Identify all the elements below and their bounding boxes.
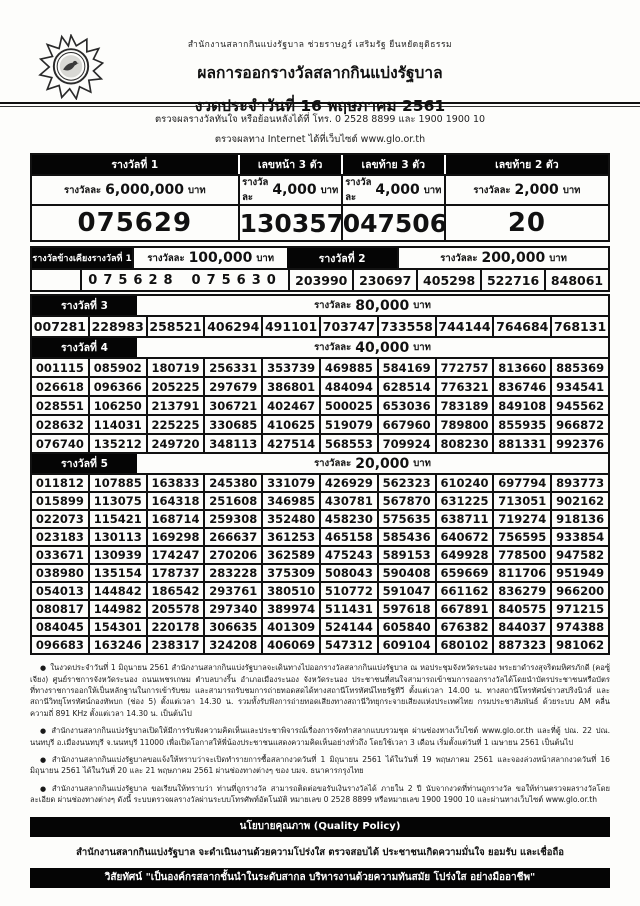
prize-number: 638711 bbox=[435, 511, 493, 527]
note-public-hearing: ● สำนักงานสลากกินแบ่งรัฐบาลเปิดให้มีการรับฟังความคิดเห็นและประชาพิจารณ์เรื่องการจัดทำสลากแบบรวมชุด ผ่านช่องทางเว็บไซต์ www.glo.or.th และที่ตู้ ปณ. 22 ปณ. นนทบุรี อ.เมืองนนทบุรี จ.นนทบุรี 11000 เพื่อเปิดโอกาสให้พี่น้องประชาชนแสดงความคิดเห็นอย่างทั่วถึง โดยใช้เวลา 3 เดือน เริ่มตั้งแต่วันที่ 1 เมษายน 2561 เป็นต้นไป bbox=[30, 725, 610, 748]
prize-number: 849108 bbox=[492, 397, 550, 414]
prize-number: 096683 bbox=[35, 638, 84, 652]
second-prize-amount: รางวัลละ 200,000 บาท bbox=[397, 248, 608, 268]
prize-number: 881331 bbox=[492, 435, 550, 452]
main-prize-number-row bbox=[32, 204, 608, 240]
prize-number: 080817 bbox=[35, 602, 84, 616]
prize-number: 023183 bbox=[35, 530, 84, 544]
prize-number: 114031 bbox=[88, 416, 146, 433]
prize-number: 783189 bbox=[435, 397, 493, 414]
prize-number: 591047 bbox=[377, 583, 435, 599]
fourth-prize-numbers bbox=[32, 359, 608, 452]
prize-number: 113075 bbox=[88, 493, 146, 509]
number-row bbox=[32, 475, 608, 491]
prize-number: 597618 bbox=[377, 601, 435, 617]
prize-number: 589153 bbox=[377, 547, 435, 563]
main-prize-table bbox=[30, 153, 610, 242]
prize-number: 887323 bbox=[492, 637, 550, 653]
prize-number: 115421 bbox=[88, 511, 146, 527]
side-prize-numbers bbox=[80, 270, 289, 290]
number-row bbox=[32, 359, 608, 376]
prize-number: 205578 bbox=[146, 601, 204, 617]
prize-number: 076740 bbox=[35, 436, 84, 451]
prize-number: 667960 bbox=[377, 416, 435, 433]
prize-number: 386801 bbox=[261, 378, 319, 395]
third-prize-header bbox=[32, 296, 608, 317]
prize-number: 966200 bbox=[550, 583, 608, 599]
prize-number: 764684 bbox=[492, 317, 550, 336]
prize-number: 225225 bbox=[146, 416, 204, 433]
prize-number: 203990 bbox=[288, 270, 352, 290]
prize-number: 251608 bbox=[203, 493, 261, 509]
first-prize-label: รางวัลที่ 1 bbox=[32, 155, 238, 174]
last2-label: เลขท้าย 2 ตัว bbox=[444, 155, 608, 174]
prize-number: 885369 bbox=[550, 359, 608, 376]
office-motto: สำนักงานสลากกินแบ่งรัฐบาล ช่วยราษฎร์ เสริมรัฐ ยืนหยัดยุติธรรม bbox=[187, 40, 453, 50]
prize-number: 659669 bbox=[435, 565, 493, 581]
prize-number: 703747 bbox=[319, 317, 377, 336]
prize-number: 524144 bbox=[319, 619, 377, 635]
prize-number: 293761 bbox=[203, 583, 261, 599]
prize-number: 848061 bbox=[544, 270, 608, 290]
last2-amount: รางวัลละ 2,000 บาท bbox=[444, 176, 608, 204]
prize-number: 361253 bbox=[261, 529, 319, 545]
prize-number: 584169 bbox=[377, 359, 435, 376]
third-prize-amount: รางวัลละ 80,000 บาท bbox=[314, 297, 431, 314]
prize-number: 933854 bbox=[550, 529, 608, 545]
prize-number: 259308 bbox=[203, 511, 261, 527]
prize-number: 144982 bbox=[88, 601, 146, 617]
prize-number: 585436 bbox=[377, 529, 435, 545]
prize-number: 778500 bbox=[492, 547, 550, 563]
number-row bbox=[32, 414, 608, 433]
prize-number: 918136 bbox=[550, 511, 608, 527]
prize-number: 697794 bbox=[492, 475, 550, 491]
side-and-second-prize-table bbox=[30, 246, 610, 292]
prize-number: 458230 bbox=[319, 511, 377, 527]
prize-number: 971215 bbox=[550, 601, 608, 617]
prize-number: 465158 bbox=[319, 529, 377, 545]
first-prize-number: 075629 bbox=[77, 208, 193, 238]
prize-number: 744144 bbox=[435, 317, 493, 336]
prize-number: 075628 bbox=[88, 272, 179, 288]
prize-number: 306721 bbox=[203, 397, 261, 414]
prize-number: 401309 bbox=[261, 619, 319, 635]
prize-number: 562323 bbox=[377, 475, 435, 491]
prize-number: 033671 bbox=[35, 548, 84, 562]
prize-number: 649928 bbox=[435, 547, 493, 563]
note-advance-booking: ● สำนักงานสลากกินแบ่งรัฐบาลขอแจ้งให้ทราบว่าจะเปิดทำรายการซื้อสลากงวดวันที่ 1 มิถุนายน 2561 ได้ในวันที่ 19 พฤษภาคม 2561 และจองล่วงหน้าสลากงวดวันที่ 16 มิถุนายน 2561 ได้ในวันที่ 20 และ 21 พฤษภาคม 2561 ผ่านช่องทางต่างๆ ของ บมจ. ธนาคารกรุงไทย bbox=[30, 754, 610, 777]
prize-number: 733558 bbox=[377, 317, 435, 336]
vision-bar: วิสัยทัศน์ "เป็นองค์กรสลากชั้นนำในระดับสากล บริหารงานด้วยความทันสมัย โปร่งใส อย่างมืออาชีพ" bbox=[30, 868, 610, 888]
check-internet-info: ตรวจผลทาง Internet ได้ที่เว็บไซต์ www.glo.or.th bbox=[214, 134, 426, 145]
prize-number: 547312 bbox=[319, 637, 377, 653]
prize-number: 974388 bbox=[550, 619, 608, 635]
prize-number: 568553 bbox=[319, 435, 377, 452]
prize-number: 026618 bbox=[35, 379, 84, 394]
prize-number: 144842 bbox=[88, 583, 146, 599]
prize-number: 430781 bbox=[319, 493, 377, 509]
prize-number: 808230 bbox=[435, 435, 493, 452]
draw-date: งวดประจำวันที่ 16 พฤษภาคม 2561 bbox=[194, 97, 446, 115]
prize-number: 297340 bbox=[203, 601, 261, 617]
prize-number: 405298 bbox=[416, 270, 480, 290]
prize-number: 180719 bbox=[146, 359, 204, 376]
prize-number: 220178 bbox=[146, 619, 204, 635]
prize-number: 484094 bbox=[319, 378, 377, 395]
page-title: ผลการออกรางวัลสลากกินแบ่งรัฐบาล bbox=[197, 64, 443, 82]
prize-number: 508043 bbox=[319, 565, 377, 581]
prize-number: 575635 bbox=[377, 511, 435, 527]
prize-number: 163246 bbox=[88, 637, 146, 653]
prize-number: 245380 bbox=[203, 475, 261, 491]
number-row bbox=[32, 563, 608, 581]
prize-number: 776321 bbox=[435, 378, 493, 395]
side-prize-label: รางวัลข้างเคียงรางวัลที่ 1 bbox=[32, 248, 132, 268]
prize-number: 661162 bbox=[435, 583, 493, 599]
main-prize-amount-row bbox=[32, 174, 608, 204]
prize-number: 106250 bbox=[88, 397, 146, 414]
prize-number: 297679 bbox=[203, 378, 261, 395]
prize-number: 768131 bbox=[550, 317, 608, 336]
prize-number: 590408 bbox=[377, 565, 435, 581]
prize-number: 506 bbox=[394, 208, 448, 238]
prize-number: 389974 bbox=[261, 601, 319, 617]
number-row bbox=[32, 395, 608, 414]
front3-amount: รางวัลละ 4,000 บาท bbox=[238, 176, 341, 204]
prize-number: 130939 bbox=[88, 547, 146, 563]
fifth-prize-header bbox=[32, 454, 608, 475]
prize-number: 836279 bbox=[492, 583, 550, 599]
prize-number: 028632 bbox=[35, 417, 84, 432]
prize-number: 084045 bbox=[35, 620, 84, 634]
fifth-prize-table bbox=[30, 454, 610, 655]
prize-number: 054013 bbox=[35, 584, 84, 598]
prize-number: 406069 bbox=[261, 637, 319, 653]
prize-number: 491101 bbox=[261, 317, 319, 336]
prize-number: 270206 bbox=[203, 547, 261, 563]
last2-number: 20 bbox=[444, 206, 608, 240]
prize-number: 840575 bbox=[492, 601, 550, 617]
prize-number: 096366 bbox=[88, 378, 146, 395]
prize-number: 001115 bbox=[35, 360, 84, 375]
prize-number: 605840 bbox=[377, 619, 435, 635]
prize-number: 256331 bbox=[203, 359, 261, 376]
prize-number: 522716 bbox=[480, 270, 544, 290]
number-row bbox=[32, 527, 608, 545]
prize-number: 402467 bbox=[261, 397, 319, 414]
glo-seal-icon bbox=[38, 34, 104, 100]
footer-notes bbox=[30, 662, 610, 806]
prize-number: 893773 bbox=[550, 475, 608, 491]
lottery-results-sheet bbox=[0, 0, 640, 115]
prize-number: 324208 bbox=[203, 637, 261, 653]
prize-number: 186542 bbox=[146, 583, 204, 599]
number-row bbox=[32, 509, 608, 527]
fourth-prize-header bbox=[32, 338, 608, 359]
prize-number: 628514 bbox=[377, 378, 435, 395]
prize-number: 154301 bbox=[88, 619, 146, 635]
prize-number: 228983 bbox=[88, 317, 146, 336]
third-prize-table bbox=[30, 294, 610, 338]
last3-label: เลขท้าย 3 ตัว bbox=[341, 155, 444, 174]
prize-number: 249720 bbox=[146, 435, 204, 452]
prize-number: 410625 bbox=[261, 416, 319, 433]
side-prize-number-row bbox=[32, 268, 608, 290]
number-row bbox=[32, 545, 608, 563]
prize-number: 981062 bbox=[550, 637, 608, 653]
quality-policy-statement: สำนักงานสลากกินแบ่งรัฐบาล จะดำเนินงานด้วยความโปร่งใส ตรวจสอบได้ ประชาชนเกิดความมั่นใจ ยอมรับ และเชื่อถือ bbox=[76, 846, 564, 858]
prize-number: 789800 bbox=[435, 416, 493, 433]
prize-number: 713051 bbox=[492, 493, 550, 509]
prize-number: 610240 bbox=[435, 475, 493, 491]
fifth-prize-amount: รางวัลละ 20,000 บาท bbox=[314, 455, 431, 472]
prize-number: 510772 bbox=[319, 583, 377, 599]
fifth-prize-numbers bbox=[32, 475, 608, 653]
prize-number: 511431 bbox=[319, 601, 377, 617]
prize-number: 680102 bbox=[435, 637, 493, 653]
front3-label: เลขหน้า 3 ตัว bbox=[238, 155, 341, 174]
prize-number: 022073 bbox=[35, 512, 84, 526]
prize-number: 038980 bbox=[35, 566, 84, 580]
prize-number: 855935 bbox=[492, 416, 550, 433]
prize-number: 709924 bbox=[377, 435, 435, 452]
prize-number: 934541 bbox=[550, 378, 608, 395]
prize-number: 362589 bbox=[261, 547, 319, 563]
prize-number: 164318 bbox=[146, 493, 204, 509]
prize-number: 047 bbox=[342, 208, 395, 238]
front3-numbers bbox=[238, 206, 344, 240]
prize-number: 519079 bbox=[319, 416, 377, 433]
prize-number: 135154 bbox=[88, 565, 146, 581]
prize-number: 130113 bbox=[88, 529, 146, 545]
prize-number: 426929 bbox=[319, 475, 377, 491]
check-phone-info: ตรวจผลรางวัลทันใจ หรือย้อนหลังได้ที่ โทร. 0 2528 8899 และ 1900 1900 10 bbox=[154, 114, 486, 125]
third-prize-numbers bbox=[32, 317, 608, 336]
prize-number: 130 bbox=[239, 208, 292, 238]
prize-number: 719274 bbox=[492, 511, 550, 527]
prize-number: 836746 bbox=[492, 378, 550, 395]
prize-number: 475243 bbox=[319, 547, 377, 563]
number-row bbox=[32, 581, 608, 599]
document-header bbox=[30, 0, 610, 115]
quality-policy-bar: นโยบายคุณภาพ (Quality Policy) bbox=[30, 817, 610, 837]
fourth-prize-amount: รางวัลละ 40,000 บาท bbox=[314, 339, 431, 356]
prize-number: 075630 bbox=[191, 272, 282, 288]
prize-number: 844037 bbox=[492, 619, 550, 635]
fourth-prize-label: รางวัลที่ 4 bbox=[32, 338, 137, 357]
prize-number: 951949 bbox=[550, 565, 608, 581]
prize-number: 107885 bbox=[88, 475, 146, 491]
prize-number: 283228 bbox=[203, 565, 261, 581]
prize-number: 331079 bbox=[261, 475, 319, 491]
prize-number: 169298 bbox=[146, 529, 204, 545]
prize-number: 966872 bbox=[550, 416, 608, 433]
prize-number: 631225 bbox=[435, 493, 493, 509]
prize-number: 306635 bbox=[203, 619, 261, 635]
number-row bbox=[32, 599, 608, 617]
prize-number: 238317 bbox=[146, 637, 204, 653]
prize-number: 567870 bbox=[377, 493, 435, 509]
prize-number: 007281 bbox=[33, 319, 86, 334]
prize-number: 756595 bbox=[492, 529, 550, 545]
number-row bbox=[32, 491, 608, 509]
third-prize-label: รางวัลที่ 3 bbox=[32, 296, 137, 315]
prize-number: 266637 bbox=[203, 529, 261, 545]
prize-number: 500025 bbox=[319, 397, 377, 414]
last3-numbers bbox=[341, 206, 448, 240]
prize-number: 653036 bbox=[377, 397, 435, 414]
second-prize-label: รางวัลที่ 2 bbox=[287, 248, 397, 268]
note-draw-location: ● ในงวดประจำวันที่ 1 มิถุนายน 2561 สำนักงานสลากกินแบ่งรัฐบาลจะเดินทางไปออกรางวัลสลากกินแบ่งรัฐบาล ณ หอประชุมจังหวัดระนอง พระยาดำรงสุจริตมหิศรภักดี (คอซู้เจียง) ศูนย์ราชการจังหวัดระนอง ถนนเพชรเกษม ตำบลบางริ้น อำเภอเมืองระนอง จังหวัดระนอง ประชาชนที่สนใจสามารถเข้าชมการออกรางวัลได้โดยนำบัตรประชาชนหรือบัตรที่ทางราชการออกให้เป็นหลักฐานในการเข้ารับชม และสามารถรับชมการถ่ายทอดสดได้ทางสถานีโทรทัศน์ไทยรัฐทีวี ตั้งแต่เวลา 14.00 น. ทางสถานีโทรทัศน์ข่าวสปริงนิวส์ และสถานีวิทยุโทรทัศน์กองทัพบก (ช่อง 5) ตั้งแต่เวลา 14.30 น. รวมทั้งรับฟังการถ่ายทอดเสียงทางสถานีวิทยุกระจายเสียงแห่งประเทศไทย กรมประชาสัมพันธ์ ด้วยระบบ AM คลื่นความถี่ 891 KHz ตั้งแต่เวลา 14.30 น. เป็นต้นไป bbox=[30, 662, 610, 719]
prize-number: 230697 bbox=[352, 270, 416, 290]
last3-amount: รางวัลละ 4,000 บาท bbox=[341, 176, 444, 204]
side-prize-header-row bbox=[32, 248, 608, 268]
main-prize-header-row bbox=[32, 155, 608, 174]
prize-number: 163833 bbox=[146, 475, 204, 491]
prize-number: 676382 bbox=[435, 619, 493, 635]
prize-number: 213791 bbox=[146, 397, 204, 414]
prize-number: 406294 bbox=[203, 317, 261, 336]
prize-number: 945562 bbox=[550, 397, 608, 414]
prize-number: 330685 bbox=[203, 416, 261, 433]
prize-number: 640672 bbox=[435, 529, 493, 545]
prize-number: 205225 bbox=[146, 378, 204, 395]
prize-number: 947582 bbox=[550, 547, 608, 563]
first-prize-amount: รางวัลละ 6,000,000 บาท bbox=[64, 182, 206, 198]
number-row bbox=[32, 376, 608, 395]
prize-number: 772757 bbox=[435, 359, 493, 376]
prize-number: 811706 bbox=[492, 565, 550, 581]
prize-number: 902162 bbox=[550, 493, 608, 509]
prize-number: 375309 bbox=[261, 565, 319, 581]
prize-number: 028551 bbox=[35, 398, 84, 413]
prize-number: 813660 bbox=[492, 359, 550, 376]
number-row bbox=[32, 317, 608, 336]
prize-number: 346985 bbox=[261, 493, 319, 509]
empty-cell bbox=[32, 270, 80, 290]
prize-number: 380510 bbox=[261, 583, 319, 599]
number-row bbox=[32, 635, 608, 653]
prize-number: 011812 bbox=[35, 476, 84, 490]
prize-number: 168714 bbox=[146, 511, 204, 527]
prize-number: 085902 bbox=[88, 359, 146, 376]
side-prize-amount: รางวัลละ 100,000 บาท bbox=[132, 248, 287, 268]
prize-number: 427514 bbox=[261, 435, 319, 452]
prize-number: 357 bbox=[291, 208, 344, 238]
prize-number: 353739 bbox=[261, 359, 319, 376]
prize-number: 992376 bbox=[550, 435, 608, 452]
prize-number: 174247 bbox=[146, 547, 204, 563]
fourth-prize-table bbox=[30, 338, 610, 454]
prize-number: 352480 bbox=[261, 511, 319, 527]
prize-number: 348113 bbox=[203, 435, 261, 452]
fifth-prize-label: รางวัลที่ 5 bbox=[32, 454, 137, 473]
prize-number: 135212 bbox=[88, 435, 146, 452]
prize-number: 609104 bbox=[377, 637, 435, 653]
note-claim-period: ● สำนักงานสลากกินแบ่งรัฐบาล ขอเรียนให้ทราบว่า ท่านที่ถูกรางวัล สามารถติดต่อขอรับเงินรางวัลได้ ภายใน 2 ปี นับจากงวดที่ท่านถูกรางวัล ขอให้ท่านตรวจผลรางวัลโดยละเอียด ผ่านช่องทางต่างๆ ดังนี้ ระบบตรวจผลรางวัลผ่านระบบโทรศัพท์อัตโนมัติ หมายเลข 0 2528 8899 หรือหมายเลข 1900 1900 10 และผ่านทางเว็บไซต์ www.glo.or.th bbox=[30, 783, 610, 806]
prize-number: 178737 bbox=[146, 565, 204, 581]
prize-number: 469885 bbox=[319, 359, 377, 376]
number-row bbox=[32, 433, 608, 452]
prize-number: 667891 bbox=[435, 601, 493, 617]
prize-number: 015899 bbox=[35, 494, 84, 508]
prize-number: 258521 bbox=[146, 317, 204, 336]
number-row bbox=[32, 617, 608, 635]
